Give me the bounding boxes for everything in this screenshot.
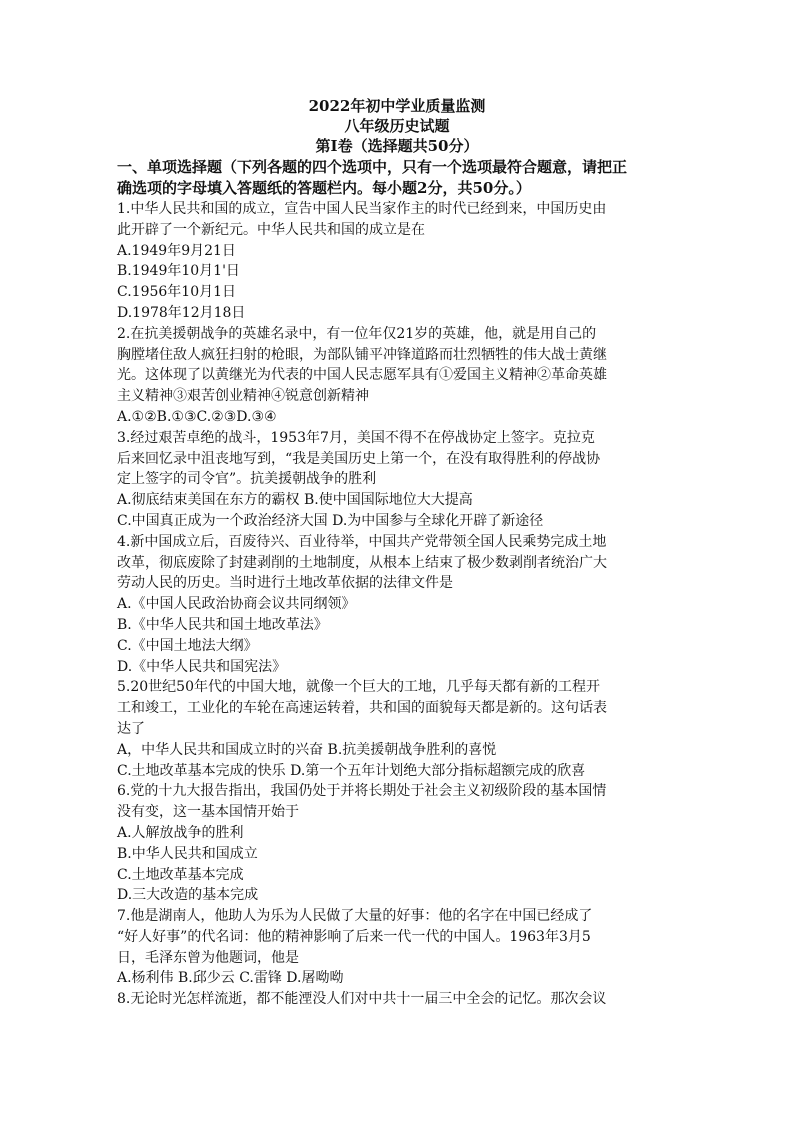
exam-header (117, 96, 677, 156)
answer-option: D.三大改造的基本完成 (117, 887, 259, 904)
volume-title: 第Ⅰ卷（选择题共50分） (315, 137, 479, 155)
answer-option: A.1949年9月21日 (117, 242, 236, 259)
answer-option: A.杨利伟 B.邱少云 C.雷锋 D.屠呦呦 (117, 970, 344, 987)
answer-option: C.1956年10月1日 (117, 284, 237, 301)
answer-option: C.土地改革基本完成的快乐 D.第一个五年计划绝大部分指标超额完成的欣喜 (117, 762, 586, 779)
question-stem-line: 2.在抗美援朝战争的英雄名录中，有一位年仅21岁的英雄，他，就是用自己的 (117, 325, 597, 342)
question-stem-line: 改革，彻底废除了封建剥削的土地制度，从根本上结束了极少数剥削者统治广大 (117, 554, 607, 571)
question-item (117, 906, 677, 989)
question-stem-line: 5.20世纪50年代的中国大地，就像一个巨大的工地，几乎每天都有新的工程开 (117, 679, 600, 696)
question-stem-line: 3.经过艰苦卓绝的战斗，1953年7月，美国不得不在停战协定上签字。克拉克 (117, 429, 595, 446)
answer-option: B.1949年10月1'日 (117, 263, 240, 280)
section-heading-line: 确选项的字母填入答题纸的答题栏内。每小题2分，共50分。） (117, 179, 531, 197)
answer-option: C.土地改革基本完成 (117, 866, 244, 883)
answer-option: A.《中国人民政治协商会议共同纲领》 (117, 596, 356, 613)
question-stem-line: “好人好事”的代名词：他的精神影响了后来一代一代的中国人。1963年3月5 (117, 928, 591, 945)
question-item (117, 989, 677, 1010)
question-item (117, 532, 677, 678)
section-heading (117, 157, 677, 199)
question-stem-line: 6.党的十九大报告指出，我国仍处于并将长期处于社会主义初级阶段的基本国情 (117, 783, 607, 800)
exam-subtitle: 八年级历史试题 (344, 117, 450, 135)
question-item (117, 428, 677, 532)
question-stem-line: 工和竣工，工业化的车轮在高速运转着，共和国的面貌每天都是新的。这句话表 (117, 700, 607, 717)
exam-page (117, 96, 677, 1010)
question-item (117, 781, 677, 906)
question-stem-line: 此开辟了一个新纪元。中华人民共和国的成立是在 (117, 221, 425, 238)
question-stem-line: 1.中华人民共和国的成立，宣告中国人民当家作主的时代已经到来，中国历史由 (117, 201, 607, 217)
question-stem-line: 8.无论时光怎样流逝，都不能湮没人们对中共十一届三中全会的记忆。那次会议 (117, 991, 607, 1008)
question-stem-line: 胸膛堵住敌人疯狂扫射的枪眼，为部队铺平冲锋道路而壮烈牺牲的伟大战士黄继 (117, 346, 607, 363)
question-stem-line: 没有变，这一基本国情开始于 (117, 804, 299, 821)
question-stem-line: 4.新中国成立后，百废待兴、百业待举，中国共产党带领全国人民乘势完成土地 (117, 533, 607, 550)
answer-option: B.《中华人民共和国土地改革法》 (117, 616, 328, 633)
question-stem-line: 达了 (117, 720, 145, 737)
answer-option: D.《中华人民共和国宪法》 (117, 658, 287, 675)
answer-option: A，中华人民共和国成立时的兴奋 B.抗美援朝战争胜利的喜悦 (117, 741, 497, 758)
question-stem-line: 主义精神③艰苦创业精神④锐意创新精神 (117, 388, 369, 405)
answer-option: A.①②B.①③C.②③D.③④ (117, 408, 277, 425)
question-item (117, 199, 677, 324)
question-stem-line: 光。这体现了以黄继光为代表的中国人民志愿军具有①爱国主义精神②革命英雄 (117, 367, 607, 384)
answer-option: B.中华人民共和国成立 (117, 845, 258, 862)
answer-option: D.1978年12月18日 (117, 304, 246, 321)
answer-option: C.中国真正成为一个政治经济大国 D.为中国参与全球化开辟了新途径 (117, 512, 544, 529)
question-list (117, 199, 677, 1010)
answer-option: C.《中国土地法大纲》 (117, 637, 258, 654)
question-stem-line: 劳动人民的历史。当时进行土地改革依据的法律文件是 (117, 575, 453, 592)
question-item (117, 677, 677, 781)
exam-title: 2022年初中学业质量监测 (308, 97, 486, 115)
answer-option: A.彻底结束美国在东方的霸权 B.使中国国际地位大大提高 (117, 492, 473, 509)
question-stem-line: 后来回忆录中沮丧地写到，“我是美国历史上第一个，在没有取得胜利的停战协 (117, 450, 601, 467)
section-heading-line: 一、单项选择题（下列各题的四个选项中，只有一个选项最符合题意，请把正 (117, 158, 628, 176)
question-stem-line: 7.他是湖南人，他助人为乐为人民做了大量的好事：他的名字在中国已经成了 (117, 908, 593, 925)
question-stem-line: 定上签字的司令官”。抗美援朝战争的胜利 (117, 471, 377, 488)
question-item (117, 324, 677, 428)
question-stem-line: 日，毛泽东曾为他题词，他是 (117, 949, 299, 966)
answer-option: A.人解放战争的胜利 (117, 824, 244, 841)
